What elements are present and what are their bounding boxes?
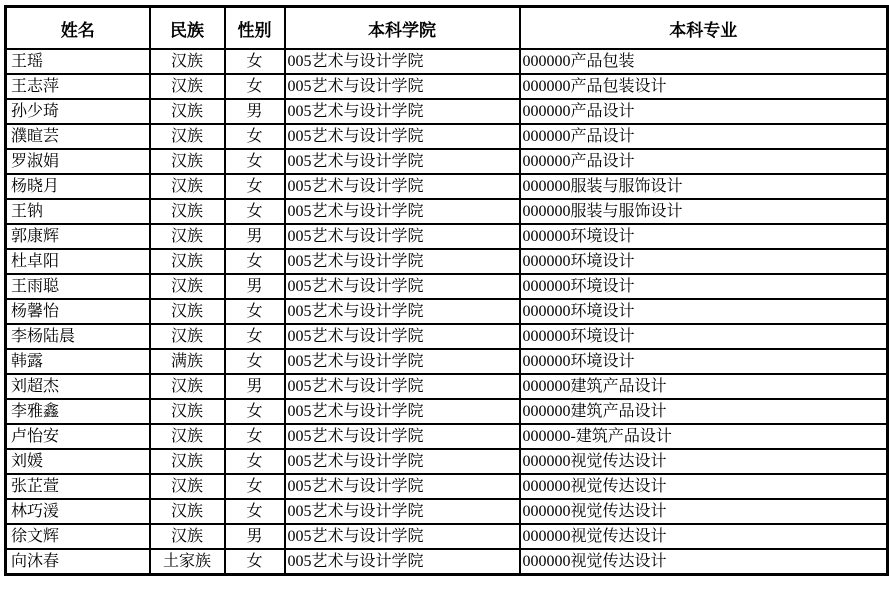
cell-ethnicity: 汉族 — [150, 299, 225, 324]
cell-ethnicity: 满族 — [150, 349, 225, 374]
cell-name: 杨馨怡 — [6, 299, 150, 324]
table-row — [6, 149, 888, 174]
cell-major: 000000服装与服饰设计 — [520, 174, 888, 199]
cell-gender: 男 — [225, 374, 285, 399]
cell-major: 000000视觉传达设计 — [520, 449, 888, 474]
cell-gender: 男 — [225, 274, 285, 299]
cell-name: 杜卓阳 — [6, 249, 150, 274]
cell-college: 005艺术与设计学院 — [285, 474, 520, 499]
cell-gender: 男 — [225, 99, 285, 124]
column-header-college: 本科学院 — [285, 7, 520, 50]
cell-gender: 男 — [225, 524, 285, 549]
cell-ethnicity: 土家族 — [150, 549, 225, 575]
cell-gender: 女 — [225, 174, 285, 199]
cell-college: 005艺术与设计学院 — [285, 424, 520, 449]
cell-ethnicity: 汉族 — [150, 174, 225, 199]
cell-name: 王志萍 — [6, 74, 150, 99]
cell-major: 000000视觉传达设计 — [520, 474, 888, 499]
cell-college: 005艺术与设计学院 — [285, 399, 520, 424]
cell-major: 000000产品设计 — [520, 149, 888, 174]
table-body — [6, 49, 888, 575]
cell-ethnicity: 汉族 — [150, 524, 225, 549]
cell-gender: 女 — [225, 74, 285, 99]
table-row — [6, 224, 888, 249]
cell-major: 000000视觉传达设计 — [520, 549, 888, 575]
cell-major: 000000环境设计 — [520, 249, 888, 274]
cell-name: 郭康辉 — [6, 224, 150, 249]
table-row — [6, 424, 888, 449]
cell-major: 000000环境设计 — [520, 299, 888, 324]
cell-college: 005艺术与设计学院 — [285, 549, 520, 575]
table-row — [6, 549, 888, 575]
cell-college: 005艺术与设计学院 — [285, 499, 520, 524]
cell-college: 005艺术与设计学院 — [285, 324, 520, 349]
table-row — [6, 174, 888, 199]
student-roster-table — [4, 5, 889, 576]
cell-college: 005艺术与设计学院 — [285, 449, 520, 474]
cell-major: 000000产品包装设计 — [520, 74, 888, 99]
cell-major: 000000建筑产品设计 — [520, 374, 888, 399]
cell-gender: 女 — [225, 49, 285, 74]
cell-college: 005艺术与设计学院 — [285, 174, 520, 199]
cell-gender: 女 — [225, 474, 285, 499]
cell-college: 005艺术与设计学院 — [285, 274, 520, 299]
cell-name: 韩露 — [6, 349, 150, 374]
cell-college: 005艺术与设计学院 — [285, 199, 520, 224]
cell-college: 005艺术与设计学院 — [285, 374, 520, 399]
cell-name: 王雨聪 — [6, 274, 150, 299]
cell-gender: 女 — [225, 499, 285, 524]
cell-name: 杨晓月 — [6, 174, 150, 199]
cell-ethnicity: 汉族 — [150, 224, 225, 249]
table-row — [6, 399, 888, 424]
cell-name: 张芷萱 — [6, 474, 150, 499]
column-header-gender: 性别 — [225, 7, 285, 50]
column-header-major: 本科专业 — [520, 7, 888, 50]
table-row — [6, 49, 888, 74]
cell-ethnicity: 汉族 — [150, 274, 225, 299]
cell-gender: 女 — [225, 149, 285, 174]
cell-name: 刘媛 — [6, 449, 150, 474]
cell-name: 濮暄芸 — [6, 124, 150, 149]
cell-major: 000000环境设计 — [520, 224, 888, 249]
cell-gender: 女 — [225, 399, 285, 424]
cell-major: 000000视觉传达设计 — [520, 524, 888, 549]
cell-gender: 男 — [225, 224, 285, 249]
cell-ethnicity: 汉族 — [150, 99, 225, 124]
cell-college: 005艺术与设计学院 — [285, 99, 520, 124]
cell-ethnicity: 汉族 — [150, 424, 225, 449]
table-row — [6, 324, 888, 349]
cell-major: 000000环境设计 — [520, 274, 888, 299]
cell-college: 005艺术与设计学院 — [285, 249, 520, 274]
cell-major: 000000产品设计 — [520, 124, 888, 149]
cell-ethnicity: 汉族 — [150, 324, 225, 349]
cell-gender: 女 — [225, 424, 285, 449]
cell-name: 卢怡安 — [6, 424, 150, 449]
table-row — [6, 124, 888, 149]
cell-major: 000000产品设计 — [520, 99, 888, 124]
cell-gender: 女 — [225, 199, 285, 224]
cell-ethnicity: 汉族 — [150, 499, 225, 524]
cell-major: 000000-建筑产品设计 — [520, 424, 888, 449]
cell-gender: 女 — [225, 249, 285, 274]
cell-college: 005艺术与设计学院 — [285, 49, 520, 74]
table-row — [6, 249, 888, 274]
table-row — [6, 74, 888, 99]
cell-major: 000000产品包装 — [520, 49, 888, 74]
cell-ethnicity: 汉族 — [150, 49, 225, 74]
cell-ethnicity: 汉族 — [150, 399, 225, 424]
cell-name: 徐文辉 — [6, 524, 150, 549]
cell-college: 005艺术与设计学院 — [285, 224, 520, 249]
cell-name: 孙少琦 — [6, 99, 150, 124]
cell-ethnicity: 汉族 — [150, 124, 225, 149]
cell-name: 林巧湲 — [6, 499, 150, 524]
cell-gender: 女 — [225, 124, 285, 149]
cell-major: 000000视觉传达设计 — [520, 499, 888, 524]
cell-ethnicity: 汉族 — [150, 74, 225, 99]
cell-gender: 女 — [225, 449, 285, 474]
cell-major: 000000环境设计 — [520, 349, 888, 374]
cell-major: 000000环境设计 — [520, 324, 888, 349]
cell-college: 005艺术与设计学院 — [285, 124, 520, 149]
table-row — [6, 274, 888, 299]
table-row — [6, 199, 888, 224]
table-row — [6, 524, 888, 549]
cell-college: 005艺术与设计学院 — [285, 299, 520, 324]
cell-name: 李雅鑫 — [6, 399, 150, 424]
cell-name: 李杨陆晨 — [6, 324, 150, 349]
cell-major: 000000建筑产品设计 — [520, 399, 888, 424]
column-header-ethnic: 民族 — [150, 7, 225, 50]
table-row — [6, 374, 888, 399]
table-row — [6, 474, 888, 499]
cell-gender: 女 — [225, 349, 285, 374]
cell-gender: 女 — [225, 324, 285, 349]
cell-gender: 女 — [225, 549, 285, 575]
cell-name: 王瑶 — [6, 49, 150, 74]
cell-name: 罗淑娟 — [6, 149, 150, 174]
column-header-name: 姓名 — [6, 7, 150, 50]
cell-name: 刘超杰 — [6, 374, 150, 399]
cell-ethnicity: 汉族 — [150, 199, 225, 224]
cell-ethnicity: 汉族 — [150, 374, 225, 399]
cell-ethnicity: 汉族 — [150, 474, 225, 499]
table-row — [6, 299, 888, 324]
cell-college: 005艺术与设计学院 — [285, 524, 520, 549]
cell-ethnicity: 汉族 — [150, 449, 225, 474]
table-row — [6, 99, 888, 124]
table-row — [6, 349, 888, 374]
cell-ethnicity: 汉族 — [150, 249, 225, 274]
cell-college: 005艺术与设计学院 — [285, 149, 520, 174]
table-header-row — [6, 7, 888, 50]
table-row — [6, 499, 888, 524]
cell-name: 向沐春 — [6, 549, 150, 575]
cell-college: 005艺术与设计学院 — [285, 349, 520, 374]
table-row — [6, 449, 888, 474]
cell-gender: 女 — [225, 299, 285, 324]
cell-college: 005艺术与设计学院 — [285, 74, 520, 99]
cell-ethnicity: 汉族 — [150, 149, 225, 174]
cell-major: 000000服装与服饰设计 — [520, 199, 888, 224]
cell-name: 王钠 — [6, 199, 150, 224]
